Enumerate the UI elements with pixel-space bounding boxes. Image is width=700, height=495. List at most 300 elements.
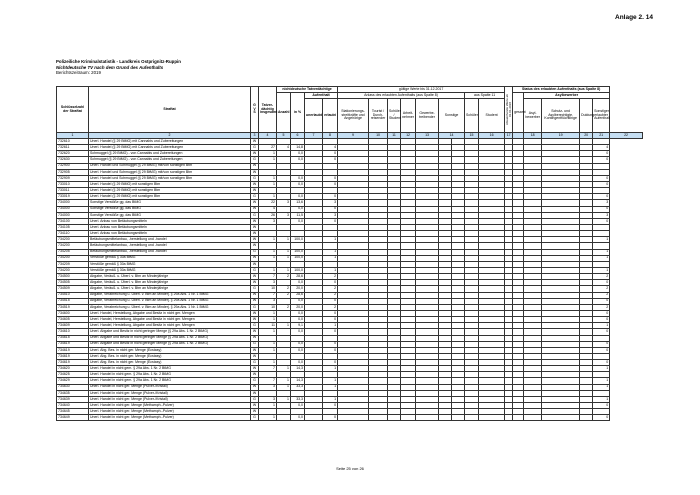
cell-value: 1 (323, 384, 338, 390)
cell-key: 734000 (57, 206, 89, 212)
table-row (57, 415, 643, 421)
cell-offense: Unerl. Handel, Herstellung, Abgabe und Besitz in nicht ger. Mengen (89, 310, 251, 316)
cell-offense: Abgabe, Veräuß. u. Überl. v. Btm an Minderjährige (89, 274, 251, 280)
cell-key: 734505 (57, 280, 89, 286)
cell-offense: Schmuggel (§ 29 BtMG) - von Cannabis und Zubereitungen (89, 151, 251, 157)
header-status: Status des erlaubten Aufenthalts (aus Spalte 8) (513, 87, 610, 93)
cell-value: 2 (593, 292, 610, 298)
header-student: Student (479, 99, 505, 133)
cell-offense: Unerl. Handel in nicht gem. § 29a Abs. 1 Nr. 2 BtMG (89, 378, 251, 384)
cell-value: 0 (323, 218, 338, 224)
cell-value: 1 (323, 366, 338, 372)
cell-value: 0,0 (291, 194, 305, 200)
cell-value: 2 (323, 292, 338, 298)
cell-gvs: W (251, 188, 259, 194)
col-number: 19 (542, 133, 580, 139)
cell-offense: Unerl. Handel, Herstellung, Abgabe und Besitz in nicht ger. Mengen (89, 317, 251, 323)
cell-gvs: W (251, 218, 259, 224)
cell-value: 1 (323, 396, 338, 402)
cell-value (401, 415, 416, 421)
cell-gvs: W (251, 403, 259, 409)
cell-value (388, 415, 401, 421)
page-footer: Seite 25 von 26 (336, 466, 364, 471)
col-number: 16 (479, 133, 505, 139)
header-unerlaubt: unerlaubt (305, 99, 323, 133)
cell-value: 0 (593, 341, 610, 347)
cell-gvs: W (251, 317, 259, 323)
cell-value: 0 (323, 157, 338, 163)
cell-key: 734619 (57, 347, 89, 353)
cell-key: 734519 (57, 304, 89, 310)
col-number: 20 (580, 133, 593, 139)
cell-gvs: W (251, 292, 259, 298)
cell-value: 1 (259, 175, 277, 181)
header-asylbewerber: Asylbewerber (524, 93, 610, 99)
cell-key: 734209 (57, 261, 89, 267)
cell-value: 0 (593, 298, 610, 304)
cell-gvs: G (251, 304, 259, 310)
cell-gvs: W (251, 139, 259, 145)
cell-value: 11,5 (291, 212, 305, 218)
cell-value: 22 (259, 200, 277, 206)
header-in-prozent: in % (291, 93, 305, 133)
cell-offense: Betäubungsmittelanbau, -herstellung und -handel (89, 249, 251, 255)
cell-value: 2 (277, 286, 291, 292)
cell-value: 0,0 (291, 298, 305, 304)
cell-gvs: W (251, 255, 259, 261)
cell-key: 734500 (57, 274, 89, 280)
cell-offense: Betäubungsmittelanbau, -herstellung und -handel (89, 237, 251, 243)
cell-offense: Abgabe, Veräuß. u. Überl. v. Btm an Minderjährige (89, 286, 251, 292)
cell-offense: Unerl. Abg. Bes. in nicht ger. Menge (Ecstasy) (89, 360, 251, 366)
cell-gvs: W (251, 347, 259, 353)
cell-value: 3 (259, 384, 277, 390)
cell-gvs: W (251, 237, 259, 243)
header-gewerbe: Gewerbe-treibender (416, 99, 439, 133)
cell-gvs: G (251, 267, 259, 273)
cell-key: 734640 (57, 403, 89, 409)
cell-key: 734619 (57, 353, 89, 359)
col-number: 2 (89, 133, 251, 139)
cell-value: 2 (593, 286, 610, 292)
cell-value: 0,0 (291, 151, 305, 157)
col-number: 22 (610, 133, 643, 139)
cell-value: 0 (593, 157, 610, 163)
cell-value: 0 (593, 347, 610, 353)
col-number: 18 (524, 133, 542, 139)
cell-key: 734609 (57, 323, 89, 329)
cell-key: 734200 (57, 267, 89, 273)
cell-value: 1 (259, 255, 277, 261)
cell-gvs: W (251, 231, 259, 237)
cell-key: 732630 (57, 157, 89, 163)
header-asyl-bewerber: Asyl-bewerber (524, 99, 542, 133)
header-schluesselzahl: Schlüsselzahl der Straftat (57, 87, 89, 133)
cell-key: 734605 (57, 317, 89, 323)
cell-key: 734629 (57, 378, 89, 384)
cell-gvs: W (251, 372, 259, 378)
cell-value: 100,0 (291, 249, 305, 255)
header-gesamt: gesamt (513, 93, 524, 133)
col-number: 1 (57, 133, 89, 139)
cell-offense: Verstöße gemäß § 30a BtMG (89, 267, 251, 273)
cell-value: 1 (259, 347, 277, 353)
cell-gvs: W (251, 151, 259, 157)
col-number: 8 (323, 133, 338, 139)
cell-gvs: W (251, 366, 259, 372)
cell-value: 1 (259, 403, 277, 409)
cell-value: 20,0 (291, 286, 305, 292)
cell-value: 1 (593, 237, 610, 243)
cell-value: 14,8 (291, 145, 305, 151)
cell-value: 0 (593, 317, 610, 323)
cell-key: 734620 (57, 366, 89, 372)
cell-value: 1 (259, 249, 277, 255)
cell-value: 0,0 (291, 317, 305, 323)
cell-key: 732905 (57, 169, 89, 175)
cell-gvs: G (251, 378, 259, 384)
cell-offense: Abgabe, Verabreichung u. Überl. v. Btm an Minderj. § 29a Abs. 1 Nr. 1 BtMG (89, 298, 251, 304)
cell-value (452, 415, 465, 421)
cell-value: 20,0 (291, 304, 305, 310)
col-number: 21 (593, 133, 610, 139)
cell-gvs: W (251, 243, 259, 249)
cell-offense: Verstöße gemäß § 30a BtMG (89, 255, 251, 261)
cell-value: 7 (259, 366, 277, 372)
cell-value: 1 (259, 181, 277, 187)
cell-value: 1 (259, 237, 277, 243)
cell-offense: Unerl. Handel (§ 29 BtMG) mit Cannabis und Zubereitungen (89, 139, 251, 145)
col-number: 5 (277, 133, 291, 139)
cell-gvs: G (251, 341, 259, 347)
cell-value: 1 (323, 267, 338, 273)
cell-value: 0 (593, 194, 610, 200)
cell-value: 0 (593, 329, 610, 335)
col-number: 14 (439, 133, 465, 139)
cell-key: 732611 (57, 145, 89, 151)
cell-value: 0,0 (291, 218, 305, 224)
cell-value (439, 415, 452, 421)
cell-key: 734615 (57, 335, 89, 341)
cell-gvs: W (251, 409, 259, 415)
cell-gvs: W (251, 298, 259, 304)
cell-value: 0 (593, 206, 610, 212)
cell-value: 1 (593, 255, 610, 261)
header-tv-insgesamt: Tatver-dächtig insgesamt (259, 87, 277, 133)
cell-value: 3 (259, 396, 277, 402)
cell-value: 1 (277, 237, 291, 243)
cell-value: 100,0 (291, 255, 305, 261)
cell-value: 4 (259, 206, 277, 212)
cell-offense: Sonstige Verstöße gg. das BtMG (89, 200, 251, 206)
cell-value: 2 (277, 274, 291, 280)
cell-value: 0 (323, 360, 338, 366)
cell-value: 0 (323, 415, 338, 421)
header-nichtdeutsche-tv: nichtdeutsche Tatverdächtige (277, 87, 338, 93)
cell-value: 100,0 (291, 267, 305, 273)
cell-offense: Unerl. Handel (§ 29 BtMG) mit Cannabis und Zubereitungen (89, 145, 251, 151)
cell-value (513, 415, 524, 421)
cell-value: 33,3 (291, 384, 305, 390)
col-number: 12 (401, 133, 416, 139)
cell-value: 2 (323, 304, 338, 310)
cell-value: 1 (323, 255, 338, 261)
cell-value: 0,0 (291, 347, 305, 353)
cell-value: 3 (259, 298, 277, 304)
cell-gvs: W (251, 329, 259, 335)
cell-key: 734515 (57, 298, 89, 304)
table-header (57, 87, 643, 139)
cell-gvs: G (251, 145, 259, 151)
cell-value: 0,0 (291, 360, 305, 366)
cell-value: 1 (593, 378, 610, 384)
header-erlaubt: erlaubt (323, 99, 338, 133)
cell-value: 1 (277, 378, 291, 384)
cell-value: 10 (259, 304, 277, 310)
cell-value: 0 (593, 280, 610, 286)
cell-offense: Unerl. Abgabe und Besitz in nicht geringer Menge (§ 29a Abs. 1 Nr. 2 BtMG) (89, 341, 251, 347)
cell-offense: Schmuggel (§ 29 BtMG) - von Cannabis und Zubereitungen (89, 157, 251, 163)
cell-value: 1 (277, 384, 291, 390)
cell-value (505, 415, 513, 421)
cell-value: 14,3 (291, 366, 305, 372)
header-schueler-student: Schüler / Student (388, 99, 401, 133)
cell-offense: Betäubungsmittelanbau, -herstellung und -handel (89, 243, 251, 249)
cell-value: 2 (323, 274, 338, 280)
cell-value: 0 (323, 310, 338, 316)
cell-gvs: G (251, 323, 259, 329)
cell-gvs: W (251, 224, 259, 230)
cell-key: 734619 (57, 360, 89, 366)
cell-key: 734619 (57, 341, 89, 347)
cell-offense: Unerl. Handel, Herstellung, Abgabe und Besitz in nicht ger. Mengen (89, 323, 251, 329)
cell-gvs: G (251, 175, 259, 181)
table-body (57, 139, 643, 421)
cell-key: 734200 (57, 243, 89, 249)
header-schueler: Schüler (465, 99, 479, 133)
cell-gvs: W (251, 310, 259, 316)
cell-value: 7 (259, 292, 277, 298)
header-tourist: Tourist / Durch-reisender (369, 99, 388, 133)
cell-gvs: W (251, 390, 259, 396)
cell-gvs: W (251, 181, 259, 187)
cell-value: 11 (259, 323, 277, 329)
cell-value: 1 (593, 249, 610, 255)
cell-value: 0 (323, 206, 338, 212)
cell-value: 3 (277, 212, 291, 218)
cell-value: 0,0 (291, 310, 305, 316)
cell-offense: Unerl. Handel in nicht ger. Menge (Methamph.-Pulver) (89, 409, 251, 415)
cell-value: 0,0 (291, 181, 305, 187)
cell-value: 0 (323, 347, 338, 353)
cell-value: 1 (593, 366, 610, 372)
cell-value: 3 (277, 200, 291, 206)
cell-key: 734639 (57, 396, 89, 402)
cell-offense: Unerl. Handel in nicht ger. Menge (Pulver-/Kristall) (89, 390, 251, 396)
cell-offense: Unerl. Handel in nicht gem. § 29a Abs. 1 Nr. 2 BtMG (89, 372, 251, 378)
header-gueltig-werte: gültige Werte bis 31.12.2017 (338, 87, 505, 93)
report-subtitle: Nichtdeutsche TV nach dem Grund des Aufenthalts (56, 64, 164, 70)
cell-value: 2 (593, 274, 610, 280)
cell-key: 734200 (57, 255, 89, 261)
header-sonstiger-aufenthalt: Sonstiger erlaubter Aufenthalt (593, 99, 610, 133)
cell-value: 0,0 (291, 329, 305, 335)
cell-value: 1 (593, 267, 610, 273)
cell-gvs: W (251, 200, 259, 206)
cell-gvs: G (251, 194, 259, 200)
cell-gvs: W (251, 163, 259, 169)
cell-offense: Unerl. Handel und Schmuggel (§ 29 BtMG) mit/von sonstigen Btm (89, 175, 251, 181)
cell-value: 1 (259, 310, 277, 316)
cell-value: 0 (323, 298, 338, 304)
cell-key: 734600 (57, 310, 89, 316)
cell-gvs: G (251, 286, 259, 292)
cell-value: 4 (323, 145, 338, 151)
header-anzahl: Anzahl (277, 93, 291, 133)
cell-gvs: G (251, 249, 259, 255)
header-arbeitnehmer: Arbeit-nehmer (401, 99, 416, 133)
cell-offense: Abgabe, Verabreichung u. Überl. v. Btm an Minderj. § 29a Abs. 1 Nr. 1 BtMG (89, 304, 251, 310)
cell-offense: Unerl. Handel (§ 29 BtMG) mit sonstigen Btm (89, 188, 251, 194)
cell-value: 1 (277, 255, 291, 261)
col-number: 7 (305, 133, 323, 139)
cell-value: 2 (323, 286, 338, 292)
cell-value: 0 (593, 360, 610, 366)
cell-value: 1 (259, 415, 277, 421)
cell-key: 734509 (57, 286, 89, 292)
statistics-table (56, 86, 643, 421)
annex-label: Anlage 2. 14 (615, 14, 653, 21)
cell-value (416, 415, 439, 421)
cell-offense: Unerl. Abg. Bes. in nicht ger. Menge (Ecstasy) (89, 347, 251, 353)
cell-offense: Abgabe, Verabreichung u. Überl. v. Btm an Minderj. § 29a Abs. 1 Nr. 1 BtMG (89, 292, 251, 298)
cell-value: 0 (323, 151, 338, 157)
col-number: 6 (291, 133, 305, 139)
cell-key: 732620 (57, 151, 89, 157)
cell-key: 734635 (57, 390, 89, 396)
cell-value: 0 (323, 175, 338, 181)
cell-key: 732900 (57, 163, 89, 169)
cell-key: 733010 (57, 181, 89, 187)
col-number: 15 (465, 133, 479, 139)
cell-key: 734625 (57, 372, 89, 378)
cell-value (369, 415, 388, 421)
cell-value: 3 (593, 200, 610, 206)
cell-value: 3 (323, 200, 338, 206)
cell-value: 0 (593, 403, 610, 409)
cell-gvs: G (251, 396, 259, 402)
cell-offense: Unerl. Handel (§ 29 BtMG) mit sonstigen Btm (89, 194, 251, 200)
cell-value: 1 (277, 323, 291, 329)
cell-value: 1 (259, 317, 277, 323)
header-duldung: Duldung (580, 99, 593, 133)
col-number: 4 (259, 133, 277, 139)
cell-offense: Sonstige Verstöße gg. das BtMG (89, 212, 251, 218)
header-abweichende-werte: Abweichende Werte ab 01.01.2018 (505, 87, 513, 133)
col-number: 13 (416, 133, 439, 139)
cell-offense: Unerl. Handel in nicht ger. Menge (Methamph.-Pulver) (89, 415, 251, 421)
cell-value: 0,0 (291, 415, 305, 421)
cell-offense: Unerl. Abg. Bes. in nicht ger. Menge (Ecstasy) (89, 353, 251, 359)
cell-value: 0 (593, 218, 610, 224)
cell-value: 0 (593, 151, 610, 157)
cell-value: 0,0 (291, 341, 305, 347)
cell-gvs: W (251, 353, 259, 359)
cell-value: 1 (259, 151, 277, 157)
cell-key: 732610 (57, 139, 89, 145)
header-gvs: G V S (251, 87, 259, 133)
cell-key: 734200 (57, 237, 89, 243)
cell-value: 2 (277, 304, 291, 310)
cell-key: 734205 (57, 249, 89, 255)
cell-value: 1 (259, 341, 277, 347)
cell-value: 1 (277, 396, 291, 402)
cell-value: 1 (277, 249, 291, 255)
cell-key: 734510 (57, 292, 89, 298)
cell-value: 10 (259, 286, 277, 292)
cell-value: 0 (323, 181, 338, 187)
cell-offense: Unerl. Handel in nicht gem. § 29a Abs. 1 Nr. 2 BtMG (89, 366, 251, 372)
cell-key: 733019 (57, 194, 89, 200)
cell-value: 1 (259, 267, 277, 273)
cell-gvs: W (251, 384, 259, 390)
cell-value: 3 (593, 212, 610, 218)
cell-value (277, 415, 291, 421)
cell-offense: Unerl. Handel (§ 29 BtMG) mit sonstigen Btm (89, 181, 251, 187)
cell-value: 1 (259, 360, 277, 366)
cell-value: 1 (259, 329, 277, 335)
cell-value (479, 415, 505, 421)
col-number: 9 (338, 133, 369, 139)
cell-key: 733011 (57, 188, 89, 194)
cell-value: 0,0 (291, 175, 305, 181)
cell-value: 0,0 (291, 157, 305, 163)
cell-value: 0,0 (291, 403, 305, 409)
cell-gvs: W (251, 274, 259, 280)
cell-value (465, 415, 479, 421)
cell-value: 33,3 (291, 396, 305, 402)
cell-value: 0,0 (291, 206, 305, 212)
cell-value: 3 (259, 218, 277, 224)
header-straftat: Straftat (89, 87, 251, 133)
cell-value: 3 (323, 212, 338, 218)
cell-gvs: G (251, 360, 259, 366)
header-anlass: Anlass des erlaubten Aufenthalts (aus Spalte 8) (338, 93, 465, 99)
cell-value: 2 (593, 304, 610, 310)
cell-value: 1 (593, 323, 610, 329)
cell-gvs: G (251, 212, 259, 218)
cell-value: 4 (593, 145, 610, 151)
cell-offense: Unerl. Abgabe und Besitz in nicht geringer Menge (§ 29a Abs. 1 Nr. 2 BtMG) (89, 329, 251, 335)
cell-value: 13,6 (291, 200, 305, 206)
cell-value: 2 (277, 292, 291, 298)
cell-offense: Unerl. Handel in nicht ger. Menge (Pulver-/Kristall) (89, 384, 251, 390)
title-block (56, 59, 181, 76)
col-number: 11 (388, 133, 401, 139)
cell-value: 3 (259, 280, 277, 286)
cell-offense: Sonstige Verstöße gg. das BtMG (89, 206, 251, 212)
header-aufenthalt: Aufenthalt (305, 93, 338, 99)
cell-value: 9,1 (291, 323, 305, 329)
cell-value: 26 (259, 212, 277, 218)
cell-value: 7 (259, 378, 277, 384)
cell-value: 0 (323, 341, 338, 347)
cell-gvs: G (251, 415, 259, 421)
cell-gvs: W (251, 206, 259, 212)
cell-value: 0 (323, 317, 338, 323)
cell-value: 1 (323, 249, 338, 255)
header-stationierung: Stationierungs-streitkräfte und Angehörige (338, 99, 369, 133)
